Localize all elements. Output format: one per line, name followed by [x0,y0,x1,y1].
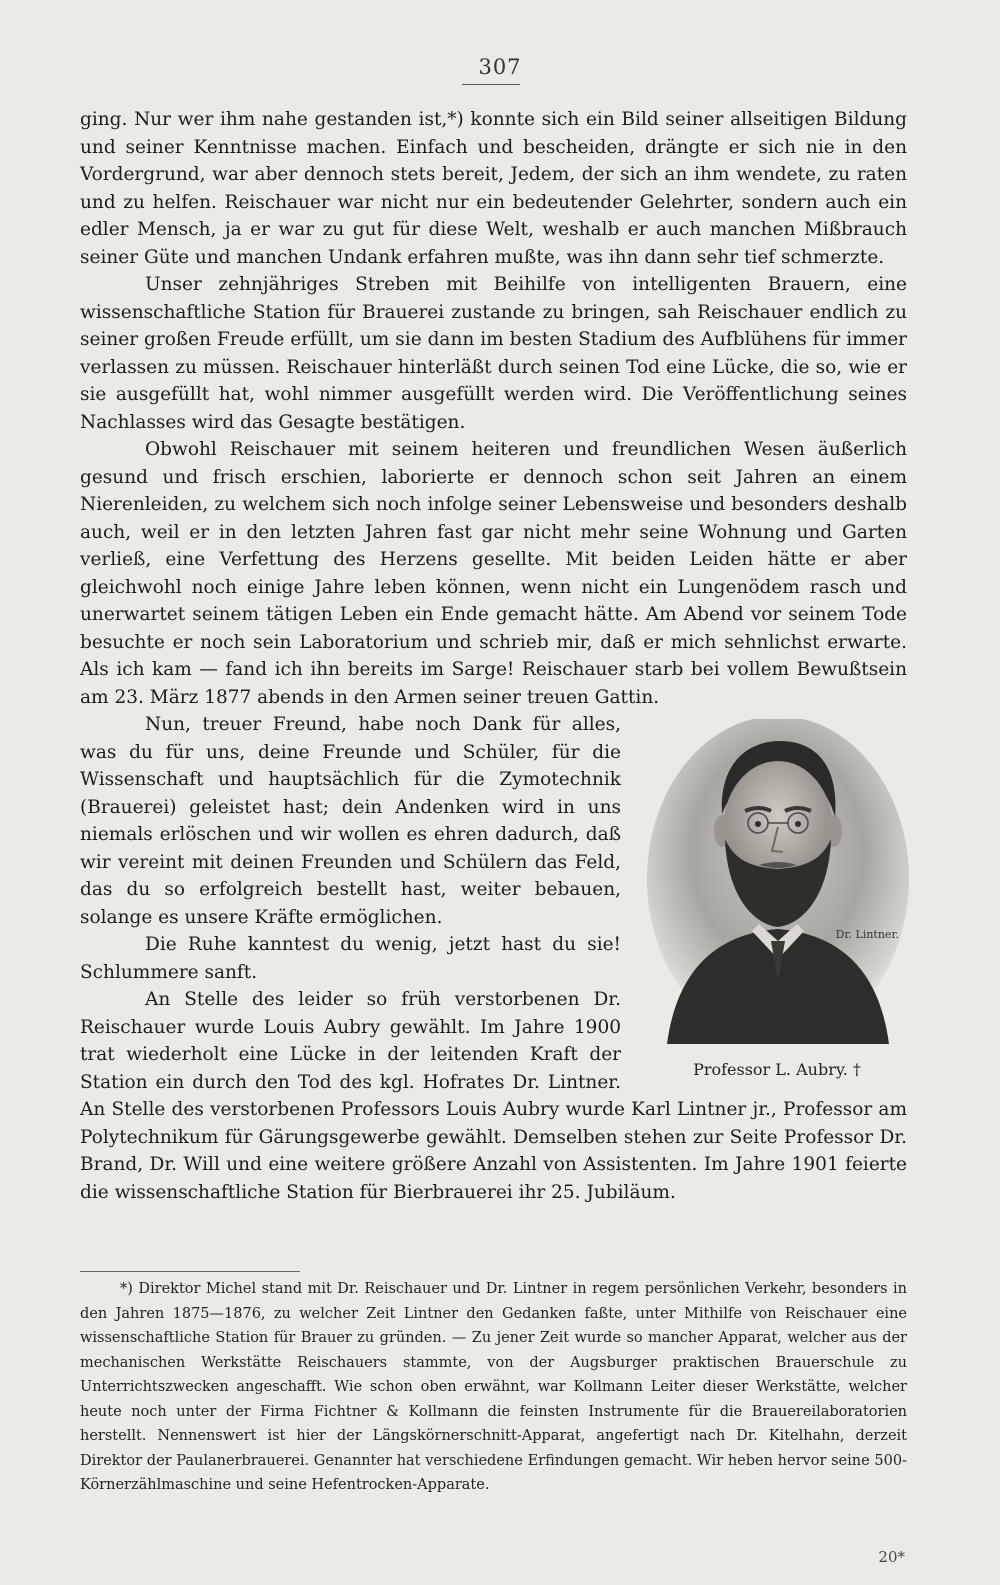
paragraph-illness-and-death: Obwohl Reischauer mit seinem heiteren und freundlichen Wesen äußerlich gesund und frisch erschien, laborierte er dennoch schon seit Jahren an einem Nierenleiden, zu welchem sich noch infolge seiner Lebensweise und besonders deshalb auch, weil er in den letzten Jahren fast gar nicht mehr seine Wohnung und Garten verließ, eine Verfettung des Herzens gesellte. Mit beiden Leiden hätte er aber gleichwohl noch einige Jahre leben können, wenn nicht ein Lungenödem rasch und unerwartet seinem tätigen Leben ein Ende gemacht hätte. Am Abend vor seinem Tode besuchte er noch sein Laboratorium und schrieb mir, daß er mich sehnlichst erwarte. Als ich kam — fand ich ihn bereits im Sarge! Reischauer starb bei vollem Bewußtsein am 23. März 1877 abends in den Armen seiner treuen Gattin. [80,439,907,708]
paragraph-station-founding: Unser zehnjähriges Streben mit Beihilfe von intelligenten Brauern, eine wissenschaftliche Station für Brauerei zustande zu bringen, sah Reischauer endlich zu seiner großen Freude erfüllt, um sie dann im besten Stadium des Aufblühens für immer verlassen zu müssen. Reischauer hinterläßt durch seinen Tod eine Lücke, die so, wie er sie ausgefüllt hat, wohl nimmer ausgefüllt werden wird. Die Veröffentlichung seines Nachlasses wird das Gesagte bestätigen. [80,274,907,433]
page-number-rule [462,84,520,85]
portrait-caption: Professor L. Aubry. † [693,1060,861,1079]
footnote-rule [80,1271,300,1272]
paragraph-farewell: Nun, treuer Freund, habe noch Dank für alles, was du für uns, deine Freunde und Schüler, für die Wissenschaft und hauptsächlich für die Zymotechnik (Brauerei) geleistet hast; dein Andenken wird in uns niemals erlöschen und wir wollen es ehren dadurch, daß wir vereint mit deinen Freunden und Schülern das Feld, das du so erfolgreich bestellt hast, weiter bebauen, solange es unsere Kräfte ermöglichen. [80,714,621,928]
signature-mark: 20* [878,1548,905,1566]
paragraph-continuation: ging. Nur wer ihm nahe gestanden ist,*) konnte sich ein Bild seiner allseitigen Bildung und seiner Kenntnisse machen. Einfach und bescheiden, drängte er sich nie in den Vordergrund, war aber dennoch stets bereit, Jedem, der sich an ihm wendete, zu raten und zu helfen. Reischauer war nicht nur ein bedeutender Gelehrter, sondern auch ein edler Mensch, ja er war zu gut für diese Welt, weshalb er auch manchen Mißbrauch seiner Güte und manchen Undank erfahren mußte, was ihn dann sehr tief schmerzte. [80,109,907,268]
portrait-figure [639,711,915,1090]
portrait-image [647,719,909,1044]
footnote [80,1277,907,1498]
paragraph-successors: An Stelle des leider so früh verstorbenen Dr. Reischauer wurde Louis Aubry gewählt. Im Jahre 1900 trat wiederholt eine Lücke in der leitenden Kraft der Station ein durch den Tod des kgl. Hofrates Dr. Lintner. An Stelle des verstorbenen Professors Louis Aubry wurde Karl Lintner jr., Professor am Polytechnikum für Gärungsgewerbe gewählt. Demselben stehen zur Seite Professor Dr. Brand, Dr. Will und eine weitere größere Anzahl von Assistenten. Im Jahre 1901 feierte die wissenschaftliche Station für Bierbrauerei ihr 25. Jubiläum. [80,989,907,1203]
page-number: 307 [478,55,522,79]
main-text [80,106,907,1206]
portrait-photo [647,719,909,1044]
footnote-text: *) Direktor Michel stand mit Dr. Reischauer und Dr. Lintner in regem persönlichen Verkehr, besonders in den Jahren 1875—1876, zu welcher Zeit Lintner den Gedanken faßte, unter Mithilfe von Reischauer eine wissenschaftliche Station für Brauer zu gründen. — Zu jener Zeit wurde so mancher Apparat, welcher aus der mechanischen Werkstätte Reischauers stammte, von der Augsburger praktischen Brauerschule zu Unterrichtszwecken angeschafft. Wie schon oben erwähnt, war Kollmann Leiter dieser Werkstätte, welcher heute noch unter der Firma Fichtner & Kollmann die feinsten Instrumente für die Brauereilaboratorien herstellt. Nennenswert ist hier der Längskörnerschnitt-Apparat, angefertigt nach Dr. Kitelhahn, derzeit Direktor der Paulanerbrauerei. Genannter hat verschiedene Erfindungen gemacht. Wir heben hervor seine 500-Körnerzählmaschine und seine Hefentrocken-Apparate. [80,1281,907,1493]
paragraph-rest-in-peace: Die Ruhe kanntest du wenig, jetzt hast du sie! Schlummere sanft. [80,934,621,983]
photo-credit: Dr. Lintner. [835,928,899,941]
